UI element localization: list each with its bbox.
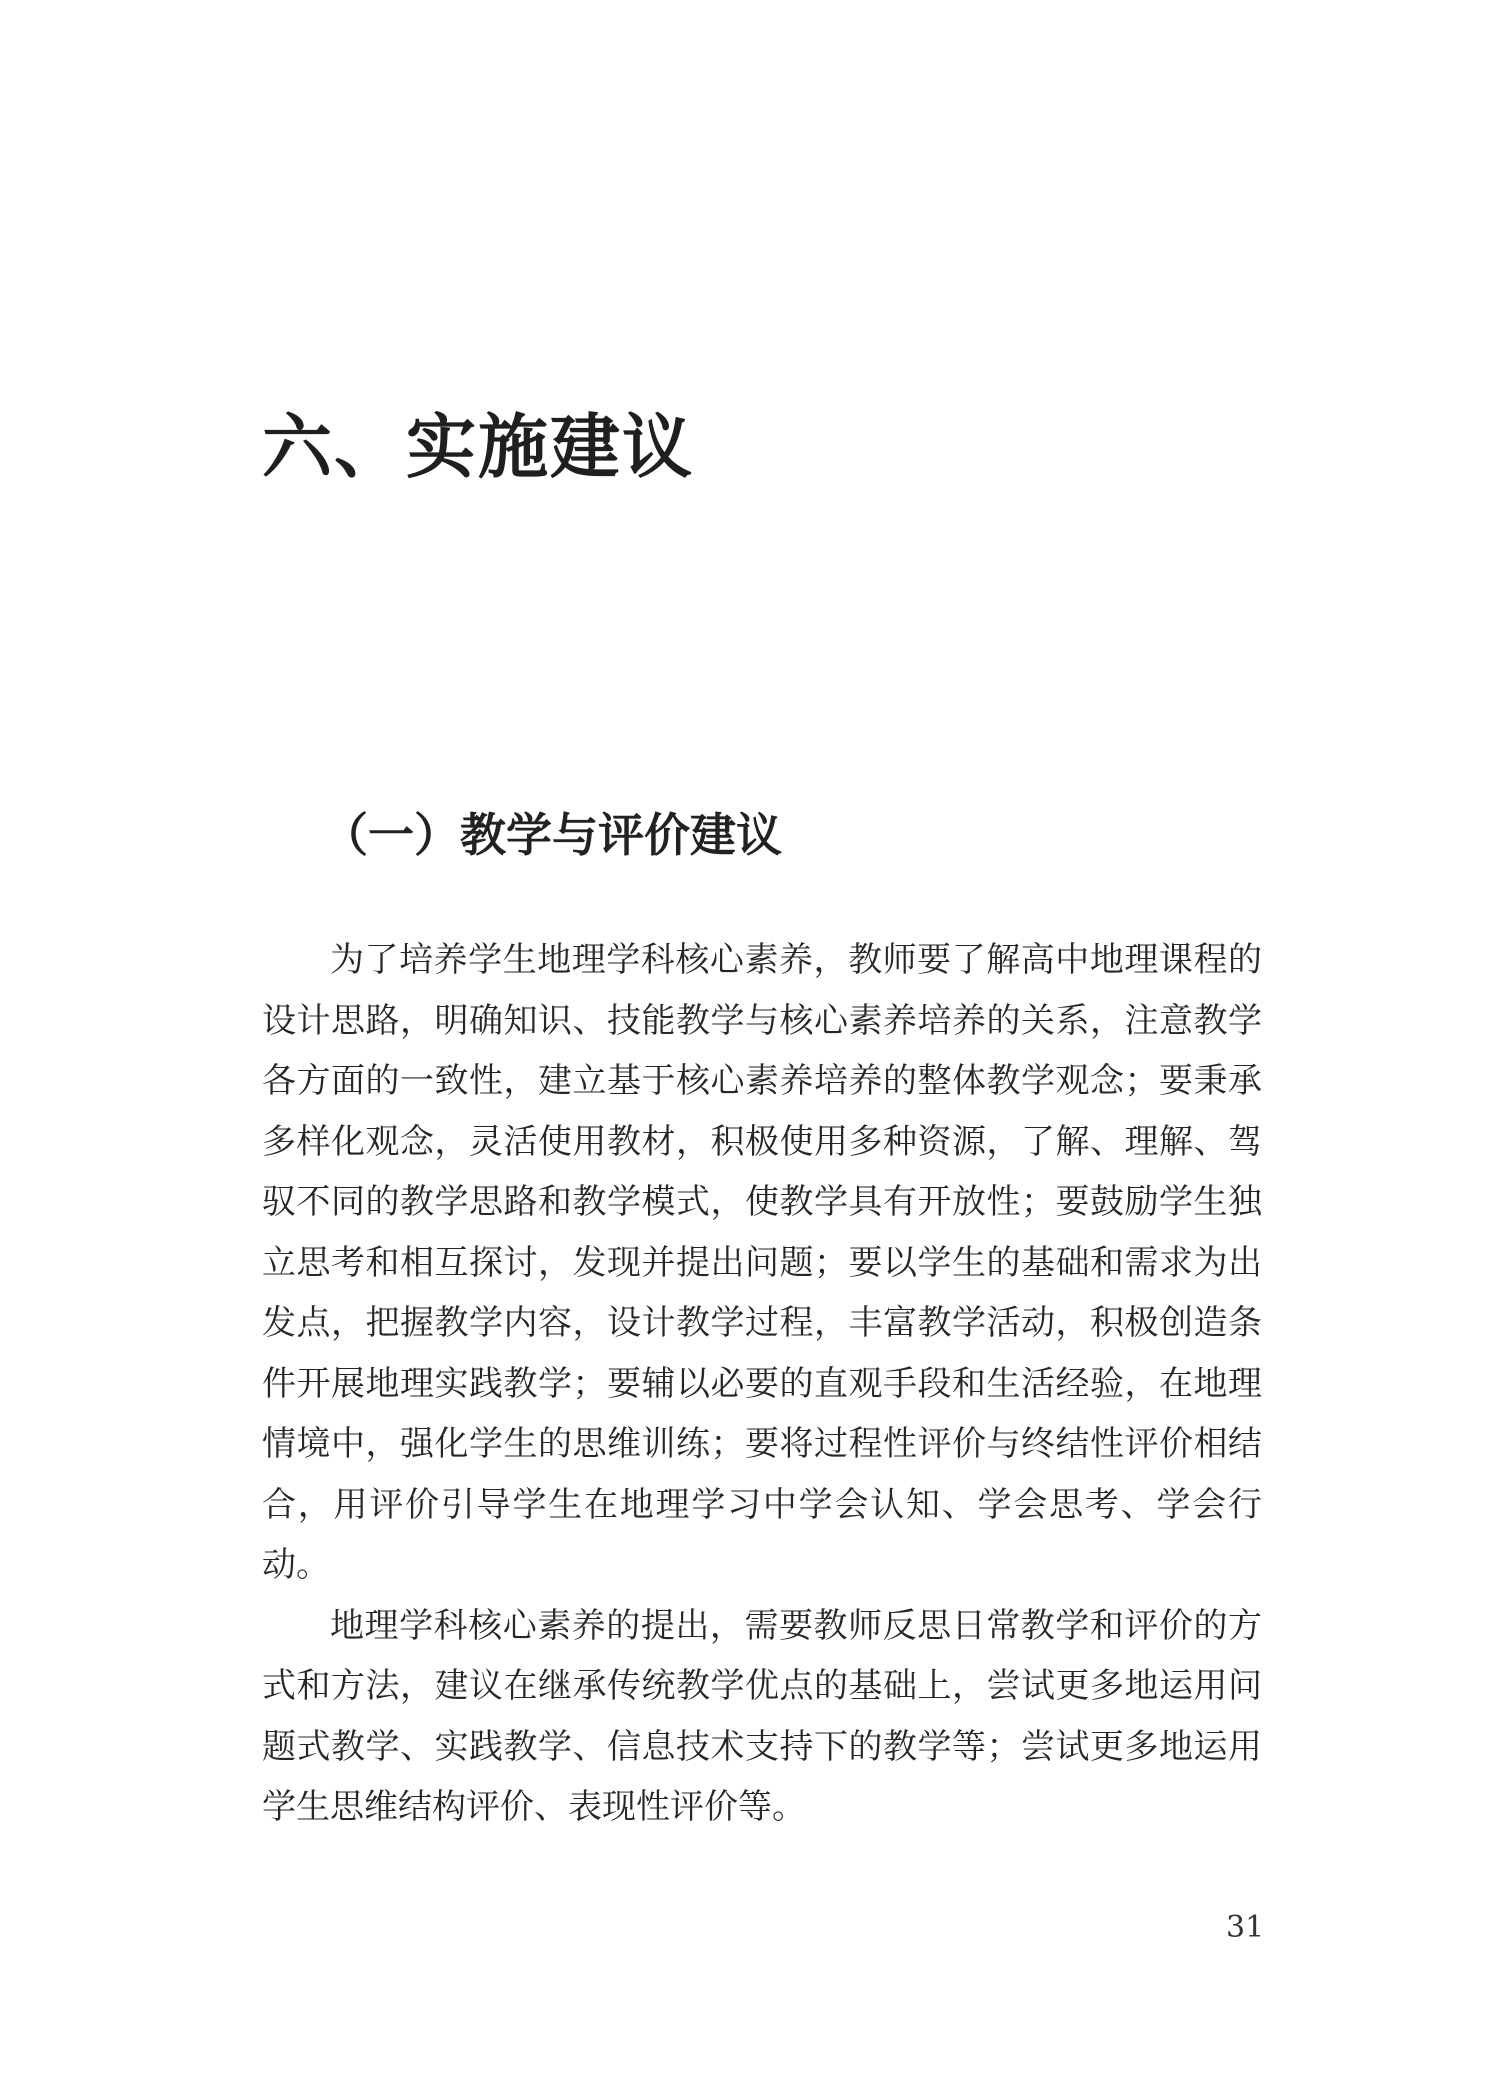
- chapter-title: 六、实施建议: [262, 405, 694, 488]
- section-title: （一）教学与评价建议: [322, 808, 782, 862]
- body-text: [262, 930, 1262, 1838]
- paragraph: 为了培养学生地理学科核心素养，教师要了解高中地理课程的设计思路，明确知识、技能教学与核心素养培养的关系，注意教学各方面的一致性，建立基于核心素养培养的整体教学观念；要秉承多样化观念，灵活使用教材，积极使用多种资源，了解、理解、驾驭不同的教学思路和教学模式，使教学具有开放性；要鼓励学生独立思考和相互探讨，发现并提出问题；要以学生的基础和需求为出发点，把握教学内容，设计教学过程，丰富教学活动，积极创造条件开展地理实践教学；要辅以必要的直观手段和生活经验，在地理情境中，强化学生的思维训练；要将过程性评价与终结性评价相结合，用评价引导学生在地理学习中学会认知、学会思考、学会行动。: [262, 940, 1262, 1585]
- page-number: 31: [1226, 1910, 1265, 1945]
- paragraph: 地理学科核心素养的提出，需要教师反思日常教学和评价的方式和方法，建议在继承传统教学优点的基础上，尝试更多地运用问题式教学、实践教学、信息技术支持下的教学等；尝试更多地运用学生思维结构评价、表现性评价等。: [262, 1605, 1262, 1827]
